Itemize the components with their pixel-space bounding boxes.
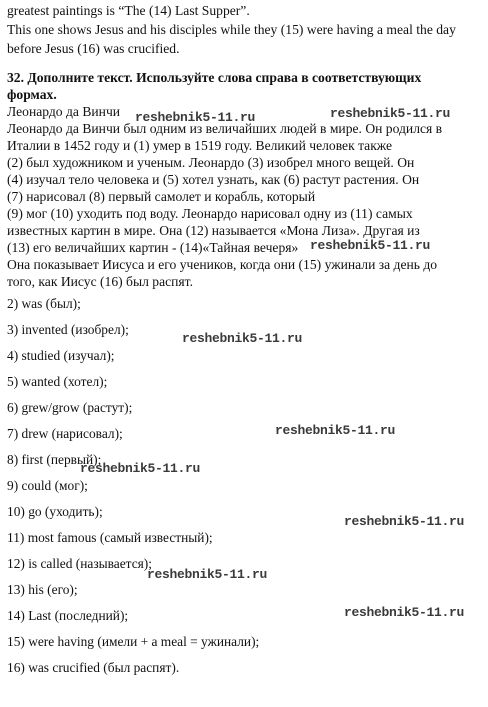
answer-item: 7) drew (нарисовал);	[7, 426, 123, 441]
watermark: reshebnik5-11.ru	[330, 106, 451, 121]
answer-item: 15) were having (имели + a meal = ужинали);	[7, 634, 260, 649]
answer-item: 14) Last (последний);	[7, 608, 129, 623]
answer-item: 12) is called (называется);	[7, 556, 152, 571]
text-line: (2) был художником и ученым. Леонардо (3) изобрел много вещей. Он	[7, 155, 415, 170]
text-line: Италии в 1452 году и (1) умер в 1519 году. Великий человек также	[7, 138, 393, 153]
exercise-title: Леонардо да Винчи	[7, 104, 121, 119]
text-line: before Jesus (16) was crucified.	[7, 41, 180, 56]
exercise-heading: 32. Дополните текст. Используйте слова справа в соответствующих	[7, 70, 422, 85]
watermark: reshebnik5-11.ru	[275, 423, 396, 438]
answer-item: 13) his (его);	[7, 582, 78, 597]
text-line: greatest paintings is “The (14) Last Supper”.	[7, 3, 250, 18]
answer-item: 11) most famous (самый известный);	[7, 530, 213, 545]
text-line: (9) мог (10) уходить под воду. Леонардо нарисовал одну из (11) самых	[7, 206, 413, 221]
text-line: (13) его величайших картин - (14)«Тайная вечеря»	[7, 240, 299, 255]
answer-item: 6) grew/grow (растут);	[7, 400, 133, 415]
answer-item: 4) studied (изучал);	[7, 348, 115, 363]
text-line: (4) изучал тело человека и (5) хотел узнать, как (6) растут растения. Он	[7, 172, 420, 187]
exercise-heading: формах.	[7, 87, 57, 102]
answer-item: 2) was (был);	[7, 296, 81, 311]
answer-item: 9) could (мог);	[7, 478, 88, 493]
text-line: (7) нарисовал (8) первый самолет и корабль, который	[7, 189, 316, 204]
watermark: reshebnik5-11.ru	[310, 238, 431, 253]
watermark: reshebnik5-11.ru	[344, 605, 465, 620]
answer-item: 5) wanted (хотел);	[7, 374, 108, 389]
watermark: reshebnik5-11.ru	[182, 331, 303, 346]
answer-item: 8) first (первый);	[7, 452, 102, 467]
text-line: This one shows Jesus and his disciples while they (15) were having a meal the day	[7, 22, 456, 37]
watermark: reshebnik5-11.ru	[344, 514, 465, 529]
answer-item: 16) was crucified (был распят).	[7, 660, 180, 675]
watermark: reshebnik5-11.ru	[147, 567, 268, 582]
text-line: известных картин в мире. Она (12) называется «Мона Лиза». Другая из	[7, 223, 420, 238]
watermark: reshebnik5-11.ru	[80, 461, 201, 476]
text-line: того, как Иисус (16) был распят.	[7, 274, 193, 289]
text-line: Она показывает Иисуса и его учеников, когда они (15) ужинали за день до	[7, 257, 438, 272]
text-line: Леонардо да Винчи был одним из величайших людей в мире. Он родился в	[7, 121, 443, 136]
watermark: reshebnik5-11.ru	[135, 110, 256, 125]
answer-item: 3) invented (изобрел);	[7, 322, 129, 337]
answer-item: 10) go (уходить);	[7, 504, 103, 519]
